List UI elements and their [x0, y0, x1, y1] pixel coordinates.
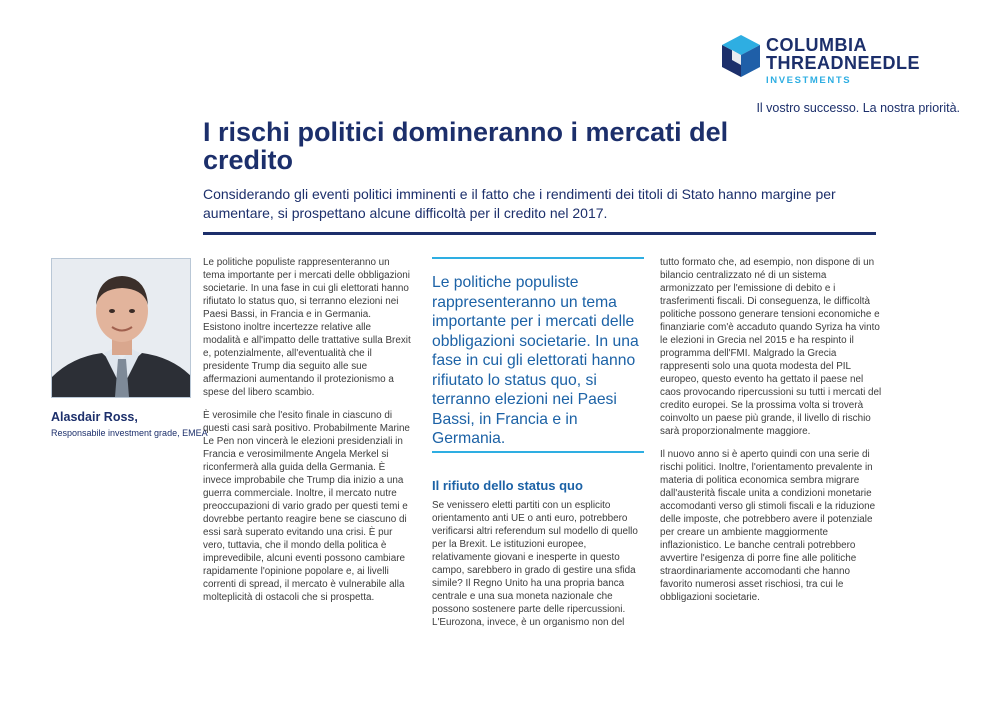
body-column-1	[203, 256, 411, 614]
header-divider	[203, 232, 876, 235]
logo-text-investments: INVESTMENTS	[766, 75, 852, 86]
paragraph: tutto formato che, ad esempio, non dispone di un bilancio centralizzato né di un sistema armonizzato per l'emissione di debito e i trasferimenti fiscali. Di conseguenza, le difficoltà politiche possono generare tensioni economiche e finanziarie com'è accaduto quando Syriza ha vinto le elezioni in Grecia nel 2015 e ha respinto il programma dell'FMI. Malgrado la Grecia rappresenti solo una quota modesta del PIL europeo, questo evento ha gettato il paese nel caos provocando ripercussioni su tutti i mercati del credito europei. Se la prossima volta si troverà coinvolto un paese più grande, il livello di rischio sarà proporzionalmente maggiore.	[660, 257, 882, 437]
article-title: I rischi politici domineranno i mercati del credito	[203, 117, 729, 175]
brand-tagline: Il vostro successo. La nostra priorità.	[756, 101, 960, 115]
paragraph: Se venissero eletti partiti con un esplicito orientamento anti UE o anti euro, potrebbero verificarsi altri referendum sul modello di quello per la Brexit. Le istituzioni europee, relativamente giovani e inesperte in questo campo, sarebbero in grado di gestire una sfida simile? Il Regno Unito ha una propria banca centrale e una sua moneta nazionale che possono sostenere parte delle ripercussioni. L'Eurozona, invece, è un organismo non del	[432, 500, 638, 628]
author-photo	[51, 258, 191, 398]
paragraph: È verosimile che l'esito finale in ciascuno di questi casi sarà positivo. Probabilmente Marine Le Pen non vincerà le elezioni presidenziali in Francia e verosimilmente Angela Merkel si riconfermerà alla guida della Germania. È invece improbabile che Trump dia inizio a una guerra commerciale. Inoltre, il mercato nutre preoccupazioni di vario grado per questi temi e dovrebbe pertanto reagire bene se ciascuno di essi sarà superato evitando una crisi. È pur vero, tuttavia, che il mondo della politica è imprevedibile, alcuni eventi possono cambiare rapidamente l'opinione popolare e, ai livelli correnti di spread, il mercato è vulnerabile alla molteplicità di ostacoli che si prospetta.	[203, 410, 410, 603]
paragraph: Il nuovo anno si è aperto quindi con una serie di rischi politici. Inoltre, l'orientamento prevalente in materia di politica economica sembra migrare dall'austerità fiscale unita a condizioni monetarie accomodanti verso gli stimoli fiscali e la riduzione delle imposte, che potrebbero avere il potenziale per creare un ambiente maggiormente inflazionistico. Le banche centrali potrebbero avvertire l'esigenza di porre fine alle politiche straordinariamente accomodanti che hanno favorito numerosi asset rischiosi, tra cui le obbligazioni societarie.	[660, 449, 876, 603]
cube-logo-icon	[718, 33, 764, 79]
brand-logo	[718, 33, 968, 93]
body-column-3	[660, 256, 882, 614]
author-role: Responsabile investment grade, EMEA	[51, 428, 208, 438]
logo-text-columbia: COLUMBIA	[766, 35, 867, 55]
article-subtitle: Considerando gli eventi politici imminenti e il fatto che i rendimenti dei titoli di Stato hanno margine per aumentare, si prospettano alcune difficoltà per il credito nel 2017.	[203, 186, 836, 221]
body-column-2	[432, 499, 644, 639]
paragraph: Le politiche populiste rappresenteranno un tema importante per i mercati delle obbligazioni societarie. In una fase in cui gli elettorati hanno rifiutato lo status quo, si terranno elezioni nei Paesi Bassi, in Francia e in Germania. Esistono inoltre incertezze relative alle modalità e all'impatto delle trattative sulla Brexit e, potenzialmente, all'eventualità che il presidente Trump dia seguito alle sue affermazioni aumentando il protezionismo a spese del libero scambio.	[203, 257, 411, 398]
author-name: Alasdair Ross,	[51, 410, 138, 424]
pull-quote: Le politiche populiste rappresenteranno un tema importante per i mercati delle obbligazioni societarie. In una fase in cui gli elettorati hanno rifiutato lo status quo, si terranno elezioni nei Paesi Bassi, in Francia e in Germania.	[432, 274, 639, 447]
logo-text-threadneedle: THREADNEEDLE	[766, 53, 921, 73]
section-heading: Il rifiuto dello status quo	[432, 478, 583, 493]
pull-quote-rule-bottom	[432, 451, 644, 453]
pull-quote-rule-top	[432, 257, 644, 259]
